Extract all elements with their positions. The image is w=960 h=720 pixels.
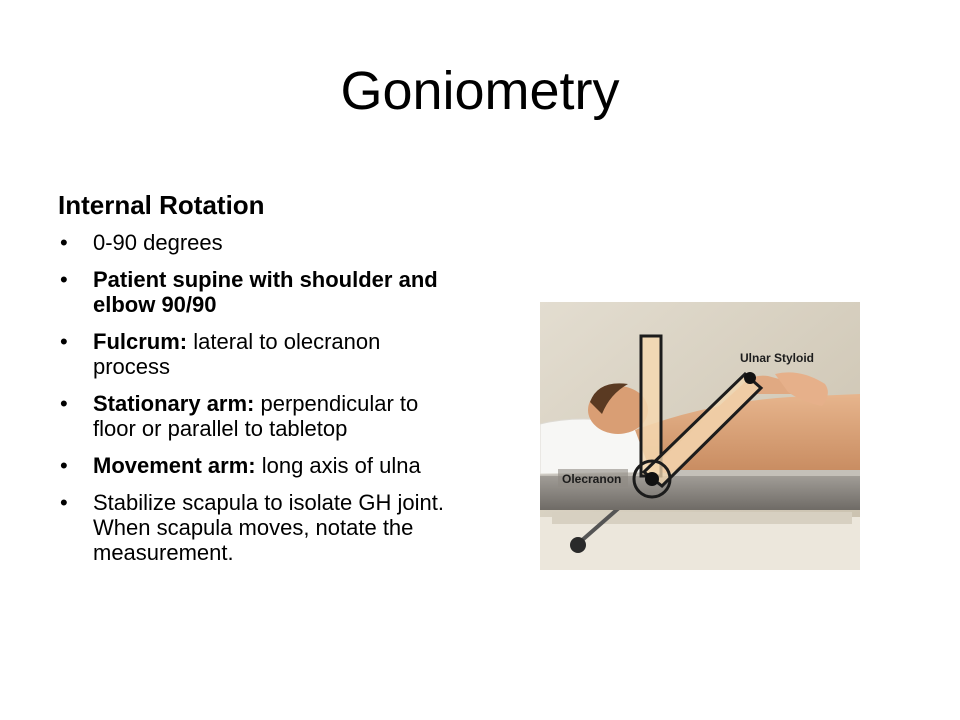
table-frame	[552, 512, 852, 524]
bullet-text: 0-90 degrees	[93, 230, 223, 255]
label-olecranon: Olecranon	[562, 472, 622, 486]
bullet-dot: •	[60, 267, 68, 292]
goniometry-photo	[540, 302, 860, 570]
bullet-item-position	[58, 267, 458, 317]
slide-title: Goniometry	[340, 61, 620, 121]
goniometer-stationary-arm	[641, 336, 661, 476]
bullet-bold-text: Movement arm:	[93, 453, 256, 478]
bullet-item-fulcrum	[58, 329, 458, 379]
bullet-list	[58, 230, 458, 565]
slide-body	[58, 188, 458, 577]
label-ulnar-styloid: Ulnar Styloid	[740, 351, 815, 365]
slide-subtitle: Internal Rotation	[58, 190, 265, 220]
bullet-dot: •	[60, 453, 68, 478]
bullet-item-stabilize	[58, 490, 458, 565]
table-lever-knob	[570, 537, 586, 553]
bullet-text: Stabilize scapula to isolate GH joint. When scapula moves, notate the measurement.	[93, 490, 444, 565]
bullet-dot: •	[60, 329, 68, 354]
bullet-dot: •	[60, 490, 68, 515]
bullet-text: lateral to olecranon process	[93, 329, 381, 379]
table-base	[540, 517, 860, 570]
bullet-item-range	[58, 230, 458, 255]
bullet-dot: •	[60, 230, 68, 255]
bullet-bold-text: Fulcrum:	[93, 329, 188, 354]
bullet-dot: •	[60, 391, 68, 416]
bullet-bold-text: Patient supine with shoulder and elbow 90/90	[93, 267, 438, 317]
photo-illustration	[540, 302, 860, 570]
goniometer-fulcrum-pin	[645, 472, 659, 486]
bullet-text: long axis of ulna	[255, 453, 421, 478]
ulnar-styloid-marker	[744, 372, 756, 384]
bullet-item-stationary-arm	[58, 391, 458, 441]
bullet-item-movement-arm	[58, 453, 458, 478]
bullet-bold-text: Stationary arm:	[93, 391, 255, 416]
bullet-text: perpendicular to floor or parallel to tabletop	[93, 391, 419, 441]
